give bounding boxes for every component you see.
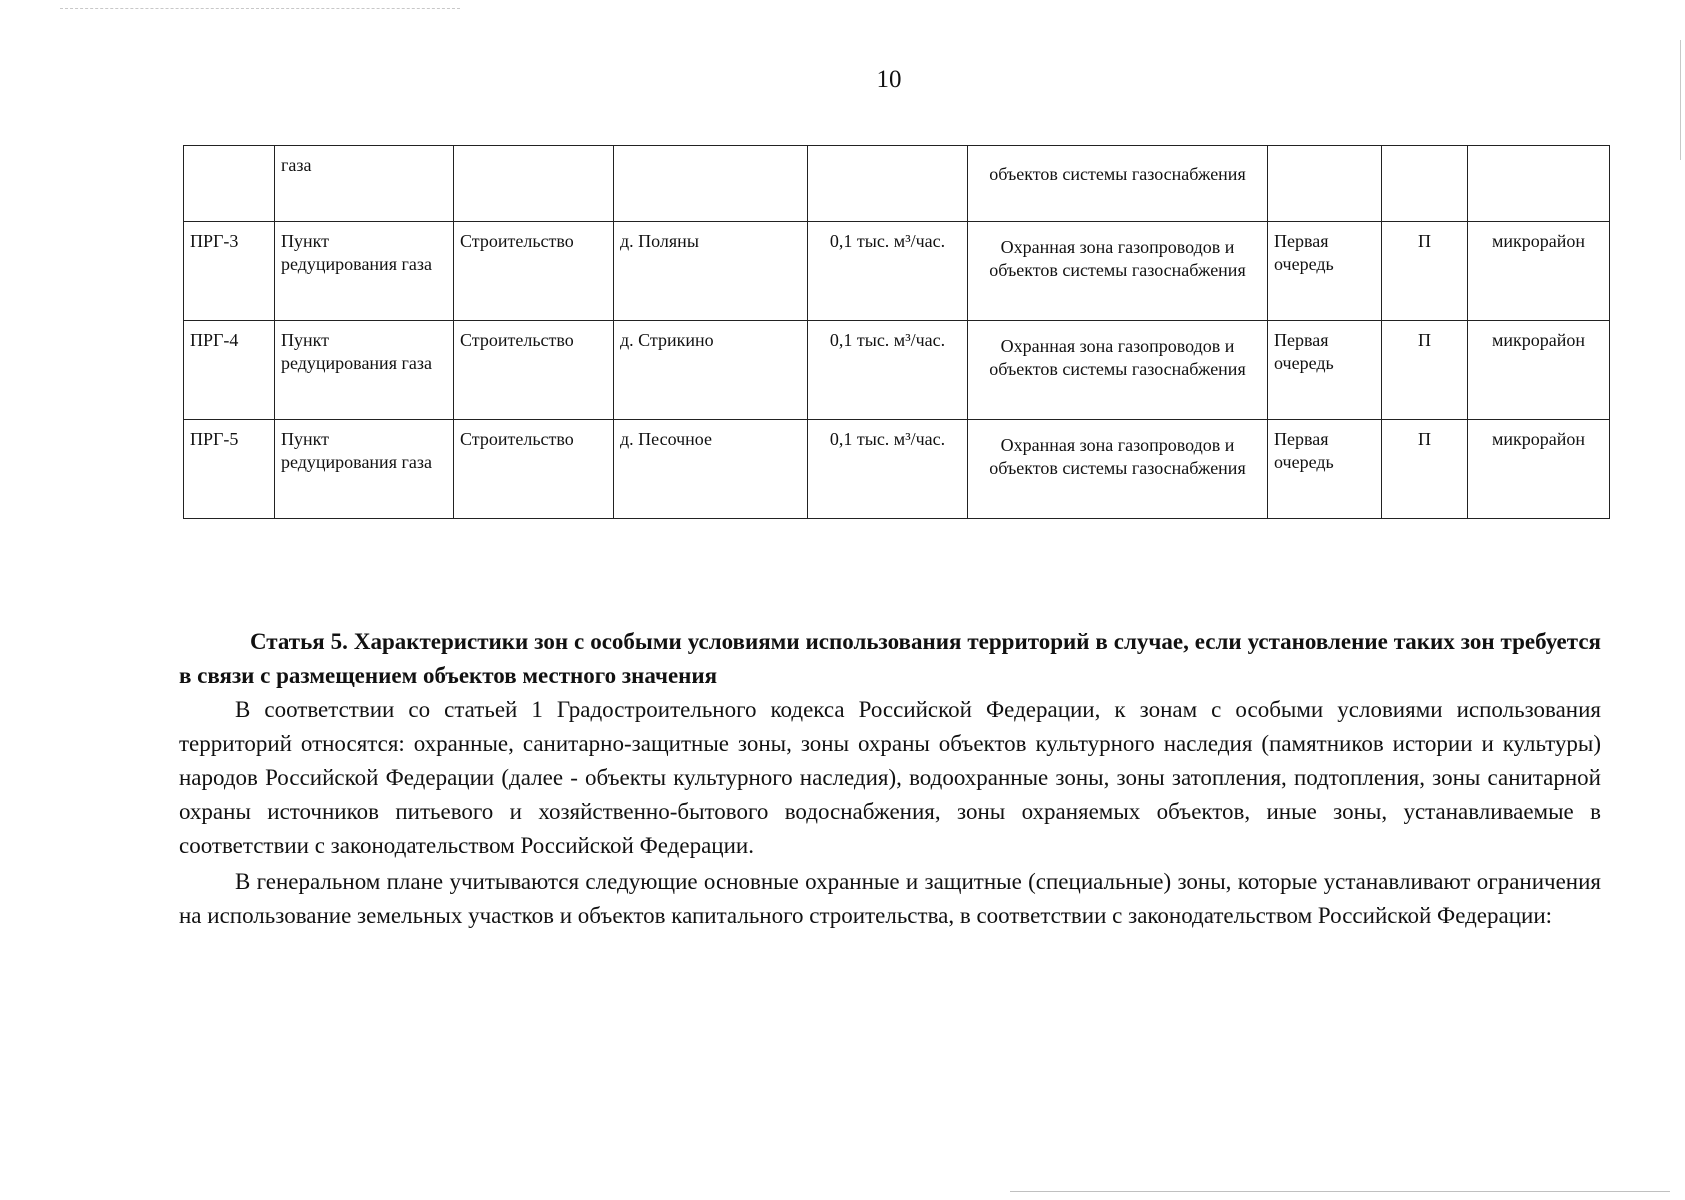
cell-status: П: [1382, 321, 1468, 420]
cell-name: газа: [275, 146, 454, 222]
article-paragraph: В соответствии со статьей 1 Градостроительного кодекса Российской Федерации, к зонам с особыми условиями использования территорий относятся: охранные, санитарно-защитные зоны, зоны охраны объектов культурного наследия (памятников истории и культуры) народов Российской Федерации (далее - объекты культурного наследия), водоохранные зоны, зоны затопления, подтопления, зоны санитарной охраны источников питьевого и хозяйственно-бытового водоснабжения, зоны охраняемых объектов, иные зоны, устанавливаемые в соответствии с законодательством Российской Федерации.: [179, 697, 1601, 858]
cell-action: Строительство: [454, 420, 614, 519]
cell-status: П: [1382, 222, 1468, 321]
cell-significance: микрорайон: [1468, 222, 1610, 321]
objects-table: [183, 145, 1610, 519]
cell-significance: микрорайон: [1468, 321, 1610, 420]
cell-code: ПРГ-4: [184, 321, 275, 420]
article-heading: Статья 5. Характеристики зон с особыми условиями использования территорий в случае, если установление таких зон требуется в связи с размещением объектов местного значения: [179, 629, 1601, 688]
cell-code: [184, 146, 275, 222]
cell-action: [454, 146, 614, 222]
cell-stage: Первая очередь: [1268, 222, 1382, 321]
table-row-continuation: [184, 146, 1610, 222]
cell-zone: объектов системы газоснабжения: [968, 146, 1268, 222]
scan-artifact-right-line: [1680, 40, 1682, 160]
cell-name: Пункт редуцирования газа: [275, 420, 454, 519]
table-row: [184, 321, 1610, 420]
cell-capacity: 0,1 тыс. м³/час.: [808, 420, 968, 519]
cell-capacity: [808, 146, 968, 222]
cell-significance: микрорайон: [1468, 420, 1610, 519]
cell-zone: Охранная зона газопроводов и объектов системы газоснабжения: [968, 420, 1268, 519]
cell-location: д. Поляны: [614, 222, 808, 321]
cell-status: П: [1382, 420, 1468, 519]
scan-artifact-top-line: [60, 8, 460, 10]
cell-code: ПРГ-3: [184, 222, 275, 321]
cell-significance: [1468, 146, 1610, 222]
cell-capacity: 0,1 тыс. м³/час.: [808, 321, 968, 420]
cell-stage: Первая очередь: [1268, 420, 1382, 519]
table-row: [184, 222, 1610, 321]
page-number: 10: [876, 66, 902, 93]
table-row: [184, 420, 1610, 519]
cell-location: д. Стрикино: [614, 321, 808, 420]
cell-name: Пункт редуцирования газа: [275, 321, 454, 420]
cell-code: ПРГ-5: [184, 420, 275, 519]
cell-action: Строительство: [454, 222, 614, 321]
scan-artifact-bottom-line: [1010, 1191, 1670, 1193]
cell-location: д. Песочное: [614, 420, 808, 519]
article-paragraph: В генеральном плане учитываются следующие основные охранные и защитные (специальные) зоны, которые устанавливают ограничения на использование земельных участков и объектов капитального строительства, в соответствии с законодательством Российской Федерации:: [179, 869, 1601, 928]
cell-status: [1382, 146, 1468, 222]
cell-capacity: 0,1 тыс. м³/час.: [808, 222, 968, 321]
cell-name: Пункт редуцирования газа: [275, 222, 454, 321]
cell-zone: Охранная зона газопроводов и объектов системы газоснабжения: [968, 321, 1268, 420]
cell-location: [614, 146, 808, 222]
cell-zone: Охранная зона газопроводов и объектов системы газоснабжения: [968, 222, 1268, 321]
cell-stage: Первая очередь: [1268, 321, 1382, 420]
cell-action: Строительство: [454, 321, 614, 420]
cell-stage: [1268, 146, 1382, 222]
article-text: [179, 625, 1601, 933]
